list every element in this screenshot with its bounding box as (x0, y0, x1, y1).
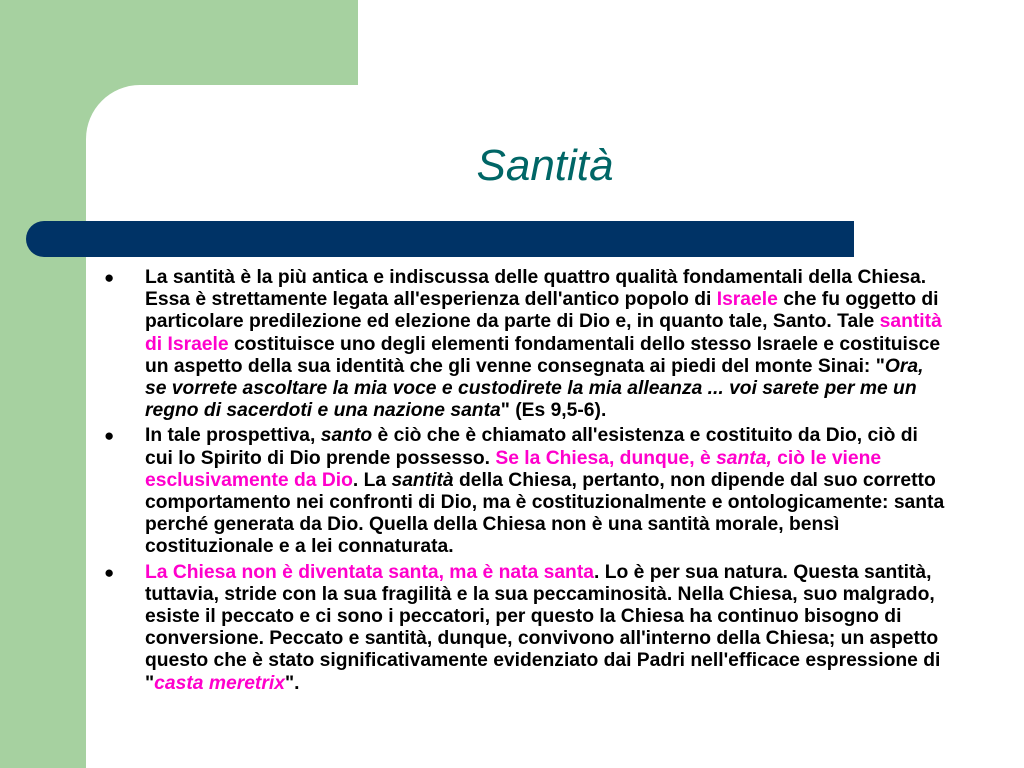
text-segment: . Lo è per sua natura. Questa santità, tuttavia, stride con la sua fragilità e la sua peccaminosità. Nella Chiesa, suo malgrado, esiste il peccato e ci sono i peccatori, per questo la Chiesa ha continuo bisogno di conversione. Peccato e santità, dunque, convivono all'interno della Chiesa; un aspetto questo che è stato significativamente evidenziato dai Padri nell'efficace espressione di (145, 561, 941, 672)
text-segment: La santità è la più antica e indiscussa delle quattro qualità fondamentali della Chiesa. Essa è strettamente legata all'esperienza dell'antico popolo di (145, 267, 927, 311)
text-segment: santa, (716, 447, 772, 469)
text-segment: " (Es 9,5-6). (500, 400, 607, 422)
text-segment: casta meretrix (154, 672, 285, 694)
bullet-item-2 (104, 425, 950, 558)
bullet-list (104, 267, 950, 698)
text-segment: In tale prospettiva, (145, 425, 321, 447)
text-segment: Ora, se vorrete ascoltare la mia voce e custodirete la mia alleanza ... voi sarete per me un regno di sacerdoti e una nazione santa (145, 355, 924, 422)
bullet-dot-icon: ● (104, 426, 115, 446)
slide-title: Santità (476, 141, 614, 190)
text-segment: della Chiesa, pertanto, non dipende dal suo corretto comportamento nei confronti di Dio, ma è costituzionalmente e ontologicamente: santa perché generata da Dio. Quella della Chiesa non è una santità morale, bensì costituzionale e a lei connaturata. (145, 469, 945, 558)
text-segment: " (145, 672, 155, 694)
bullet-item-1 (104, 267, 950, 422)
bullet-text (145, 267, 942, 421)
text-segment: santo (320, 425, 373, 447)
text-segment: La Chiesa non è diventata santa, ma è nata santa (145, 561, 594, 583)
text-segment: . La (352, 469, 392, 491)
bullet-dot-icon: ● (104, 268, 115, 287)
text-segment: Israele (716, 289, 778, 311)
bullet-text (145, 562, 940, 694)
text-segment: ". (284, 672, 300, 694)
bullet-text (145, 425, 944, 557)
text-segment: costituisce uno degli elementi fondamentali dello stesso Israele e costituisce un aspetto della sua identità che gli venne consegnata ai piedi del monte Sinai: " (145, 333, 941, 377)
text-segment: è ciò che è chiamato all'esistenza e costituito da Dio, ciò di cui lo Spirito di Dio prende possesso. (145, 425, 918, 469)
text-segment: che fu oggetto di particolare predilezione ed elezione da parte di Dio e, in quanto tale, Santo. Tale (145, 289, 939, 333)
text-segment: Se la Chiesa, dunque, è (495, 447, 717, 469)
text-segment: santità (391, 469, 454, 491)
bullet-item-3 (104, 562, 950, 695)
title-underline-bar (26, 221, 854, 257)
bullet-dot-icon: ● (104, 562, 115, 582)
text-segment: santità di Israele (145, 311, 942, 355)
text-segment: ciò le viene esclusivamente da Dio (145, 447, 882, 491)
